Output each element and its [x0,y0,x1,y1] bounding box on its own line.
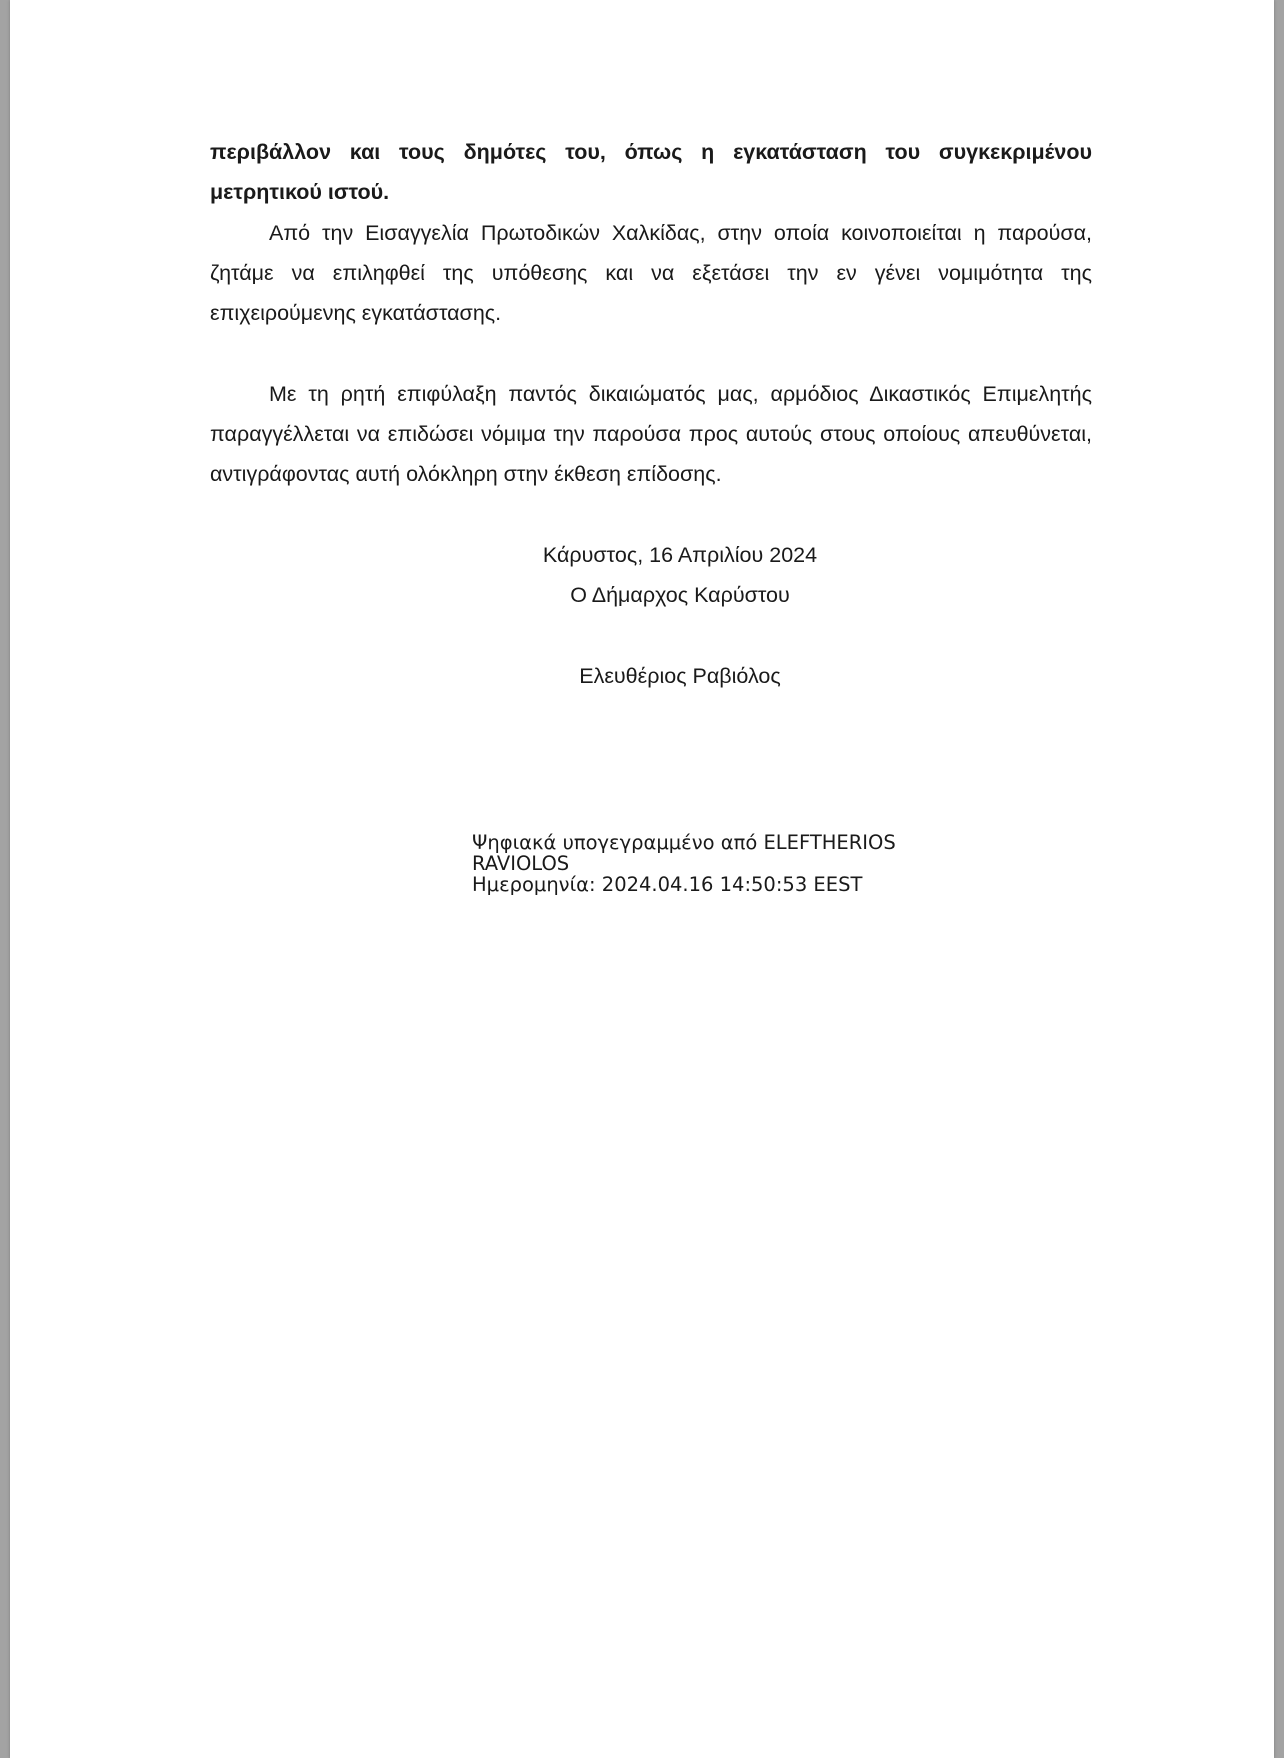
digital-signature-block [472,832,896,895]
paragraph-bailiff: Με τη ρητή επιφύλαξη παντός δικαιώματός μας, αρμόδιος Δικαστικός Επιμελητής παραγγέλλεται να επιδώσει νόμιμα την παρούσα προς αυτούς στους οποίους απευθύνεται, αντιγράφοντας αυτή ολόκληρη στην έκθεση επίδοσης. [210,382,1092,486]
signature-signer-surname: RAVIOLOS [472,852,570,875]
paragraph-environment: περιβάλλον και τους δημότες του, όπως η εγκατάσταση του συγκεκριμένου μετρητικού ιστού. [210,140,1092,204]
paragraph-prosecutor: Από την Εισαγγελία Πρωτοδικών Χαλκίδας, στην οποία κοινοποιείται η παρούσα, ζητάμε να επιληφθεί της υπόθεσης και να εξετάσει την εν γένει νομιμότητα της επιχειρούμενης εγκατάστασης. [210,221,1092,325]
document-page [10,0,1274,1758]
signature-signed-by: Ψηφιακά υπογεγραμμένο από ELEFTHERIOS [472,831,896,854]
place-date: Κάρυστος, 16 Απριλίου 2024 [542,543,818,567]
signatory-title: Ο Δήμαρχος Καρύστου [570,583,790,607]
signature-date: Ημερομηνία: 2024.04.16 14:50:53 EEST [472,873,863,896]
signatory-name: Ελευθέριος Ραβιόλος [579,664,781,688]
